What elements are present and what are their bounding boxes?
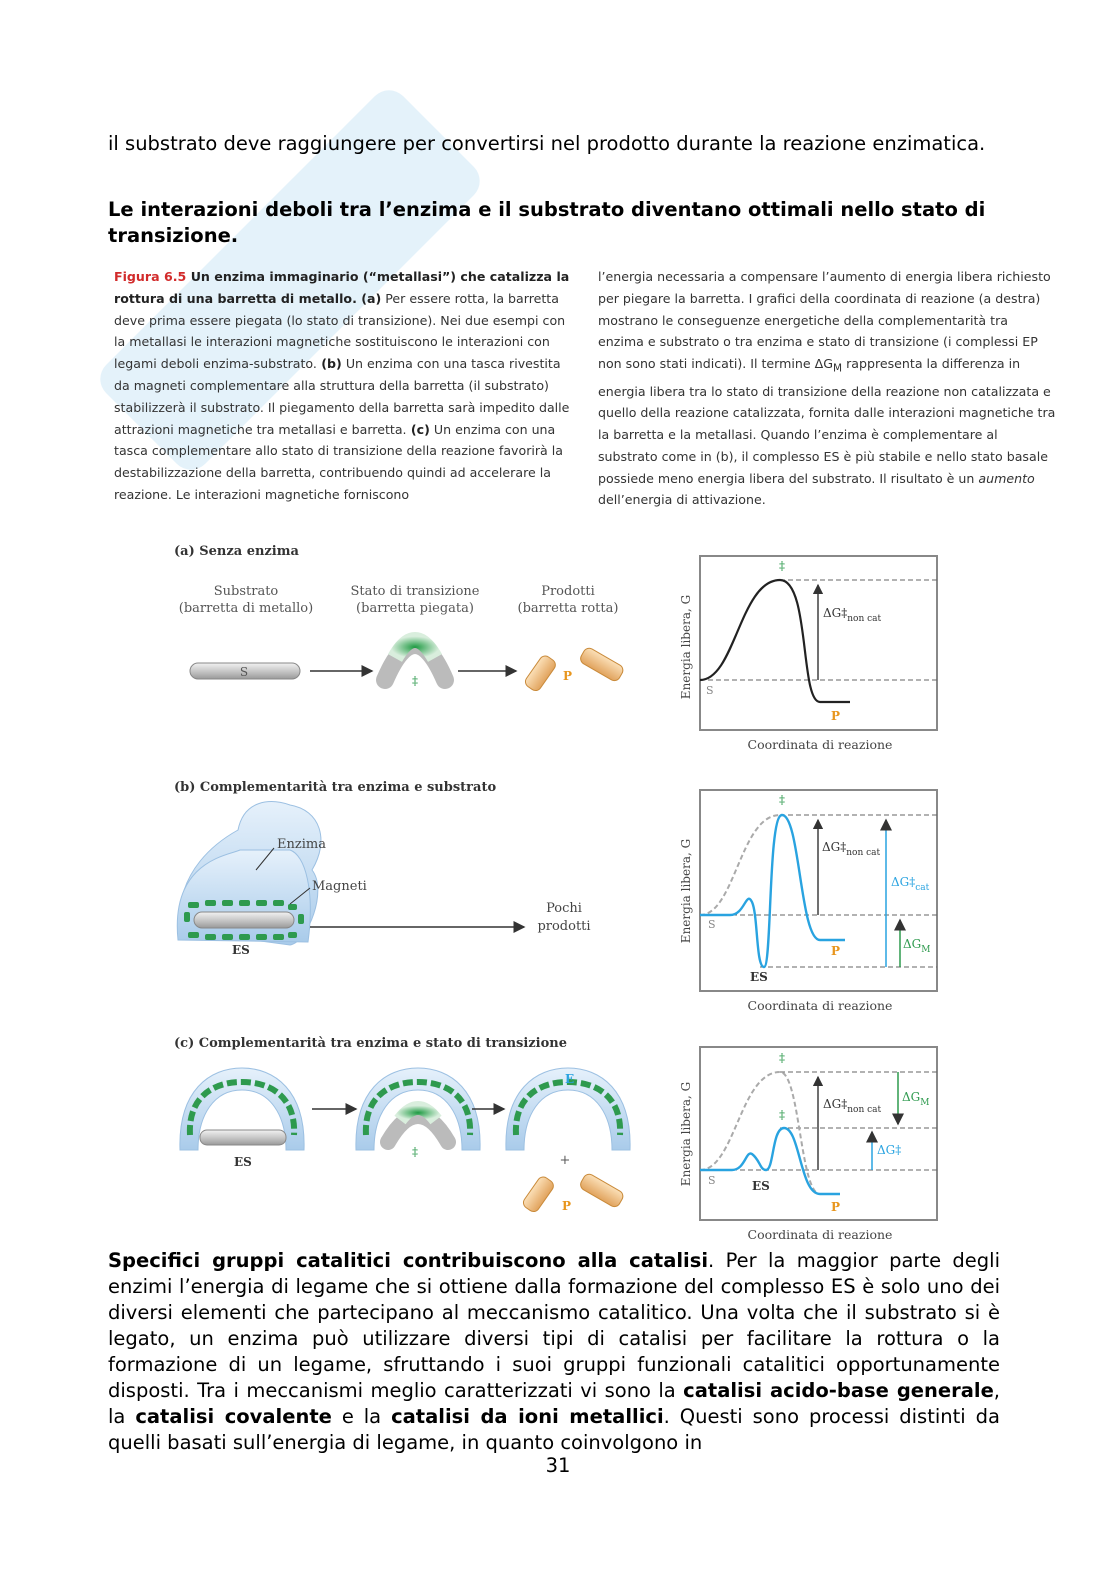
p2-text-3: e la [331, 1405, 392, 1428]
graph-c-s: S [708, 1174, 716, 1187]
enzyme-es-complex [177, 802, 367, 957]
label-pochi-prodotti: prodotti [537, 919, 591, 934]
label-es-b: ES [232, 943, 250, 957]
graph-b-ylabel: Energia libera, G [679, 838, 693, 944]
enzyme-c-products [506, 1068, 630, 1214]
label-magneti: Magneti [312, 879, 367, 894]
graph-b-es: ES [750, 970, 768, 984]
label-plus: + [559, 1153, 571, 1168]
p2-bold-1: Specifici gruppi catalitici contribuiscono alla catalisi [108, 1249, 709, 1272]
label-prodotti: Prodotti [541, 584, 595, 599]
label-pochi: Pochi [546, 901, 582, 916]
graph-a [679, 556, 937, 752]
graph-c-p: P [831, 1200, 841, 1214]
graph-b-s: S [708, 918, 716, 931]
graph-c-dg-dd: ΔG‡ [877, 1143, 902, 1157]
panel-a-title: (a) Senza enzima [174, 544, 299, 559]
caption-c-label: (c) [406, 421, 430, 437]
paragraph-catalisi [108, 1248, 1000, 1456]
graph-c-xlabel: Coordinata di reazione [747, 1227, 893, 1242]
graph-c [679, 1047, 937, 1242]
graph-c-dg-text: ΔG‡ [823, 1097, 848, 1111]
figure-metallasi [160, 530, 960, 1250]
graph-a-p: P [831, 709, 841, 723]
figure-caption-right [598, 266, 1056, 511]
caption-right-em: aumento [978, 470, 1035, 486]
dd-c-graph-top: ‡ [779, 1051, 785, 1065]
label-enzima: Enzima [277, 837, 326, 852]
caption-b-text: Un enzima con una tasca rivestita da magneti complementare alla struttura della barretta (il substrato) stabilizzerà il substrato. Il piegamento della barretta sarà impedito dalle attrazioni magnetiche tra metallasi e barretta. [114, 356, 570, 437]
rod-bent-transition [385, 640, 445, 688]
p2-text-4: . Questi sono processi distinti da quelli basati sull’energia di legame, in quanto coinvolgono in [108, 1405, 1000, 1454]
graph-b-p: P [831, 944, 841, 958]
enzyme-c-transition [356, 1068, 480, 1159]
p2-bold-2: catalisi acido-base generale [683, 1379, 994, 1402]
panel-c-title: (c) Complementarità tra enzima e stato di transizione [174, 1036, 568, 1051]
caption-b-label: (b) [316, 356, 342, 372]
graph-a-xlabel: Coordinata di reazione [747, 737, 893, 752]
graph-a-dg-sub: non cat [847, 614, 882, 624]
label-e: E [565, 1072, 575, 1086]
graph-b-dgcat-text: ΔG‡ [891, 875, 916, 889]
label-substrato-sub: (barretta di metallo) [178, 601, 314, 616]
dd-c-bent: ‡ [412, 1145, 418, 1159]
graph-a-s: S [706, 684, 714, 697]
rod-s-label: S [239, 665, 249, 679]
caption-a-label: (a) [356, 290, 382, 306]
paragraph-intro: il substrato deve raggiungere per convertirsi nel prodotto durante la reazione enzimatica. [108, 132, 986, 155]
label-prodotti-sub: (barretta rotta) [517, 601, 619, 616]
graph-c-es: ES [752, 1179, 770, 1193]
graph-c-dgm-sub: M [920, 1098, 930, 1108]
graph-b-dgm-text: ΔG [903, 937, 922, 951]
page-number: 31 [545, 1454, 571, 1477]
caption-c-text: Un enzima con una tasca complementare allo stato di transizione della reazione favorirà la destabilizzazione della barretta, contribuendo quindi ad accelerare la reazione. Le interazioni magnetiche forniscono [114, 421, 563, 502]
section-heading: Le interazioni deboli tra l’enzima e il substrato diventano ottimali nello stato di transizione. [108, 198, 986, 247]
panel-b-title: (b) Complementarità tra enzima e substrato [174, 780, 497, 795]
p2-text-1: . Per la maggior parte degli enzimi l’energia di legame che si ottiene dalla formazione del complesso ES è solo uno dei diversi elementi che partecipano al meccanismo catalitico. Una volta che il substrato si è legato, un enzima può utilizzare diversi tipi di catalisi per facilitare la rottura o la formazione di un legame, sfruttando i suoi gruppi funzionali catalitici opportunamente disposti. Tra i meccanismi meglio caratterizzati vi sono la [108, 1249, 1001, 1402]
p-label-c: P [562, 1199, 572, 1213]
label-stato-sub: (barretta piegata) [356, 601, 474, 616]
label-substrato: Substrato [213, 584, 279, 599]
p2-bold-4: catalisi da ioni metallici [391, 1405, 664, 1428]
dd-b-graph: ‡ [779, 793, 785, 807]
p-label-a: P [563, 669, 573, 683]
label-stato: Stato di transizione [350, 584, 480, 599]
dd-a-bent: ‡ [412, 674, 418, 688]
enzyme-c-es [180, 1068, 304, 1169]
graph-b-dgm-sub: M [921, 945, 931, 955]
dd-c-graph-mid: ‡ [779, 1108, 785, 1122]
caption-right-text-3: dell’energia di attivazione. [598, 492, 766, 508]
p2-text-2: , la [108, 1379, 1000, 1428]
graph-b-dg-sub: non cat [846, 848, 881, 858]
p2-bold-3: catalisi covalente [135, 1405, 332, 1428]
graph-c-ylabel: Energia libera, G [679, 1081, 693, 1187]
graph-a-dg-text: ΔG‡ [823, 606, 848, 620]
caption-right-text-1: l’energia necessaria a compensare l’aumento di energia libera richiesto per piegare la barretta. I grafici della coordinata di reazione (a destra) mostrano le conseguenze energetiche della complementarità tra enzima e substrato o tra enzima e stato di transizione (i complessi EP non sono stati indicati). Il termine ΔG [598, 269, 1051, 372]
dd-a-graph: ‡ [779, 559, 785, 573]
graph-b-xlabel: Coordinata di reazione [747, 998, 893, 1013]
figure-label: Figura 6.5 [114, 269, 187, 284]
rod-substrate [190, 663, 300, 679]
rod-broken-products [523, 646, 625, 693]
graph-b-dg-text: ΔG‡ [822, 840, 847, 854]
graph-b-dgcat-sub: cat [915, 883, 930, 893]
figure-caption-left [114, 266, 572, 506]
figure-title: Un enzima immaginario (“metallasi”) che catalizza la rottura di una barretta di metallo. [114, 269, 570, 306]
label-es-c: ES [234, 1155, 252, 1169]
graph-c-dgm-text: ΔG [902, 1090, 921, 1104]
caption-a-text: Per essere rotta, la barretta deve prima essere piegata (lo stato di transizione). Nei due esempi con la metallasi le interazioni magnetiche sostituiscono le interazioni con legami deboli enzima-substrato. [114, 290, 566, 372]
graph-a-ylabel: Energia libera, G [679, 594, 693, 700]
caption-right-text-2: rappresenta la differenza in energia libera tra lo stato di transizione della reazione non catalizzata e quello della reazione catalizzata, fornita dalle interazioni magnetiche tra la barretta e la metallasi. Quando l’enzima è complementare al substrato come in (b), il complesso ES è più stabile e nello stato basale possiede meno energia libera del substrato. Il risultato è un [598, 356, 1056, 486]
graph-c-dg-sub: non cat [847, 1105, 882, 1115]
caption-right-sub: M [833, 362, 843, 375]
graph-b [679, 790, 937, 1013]
